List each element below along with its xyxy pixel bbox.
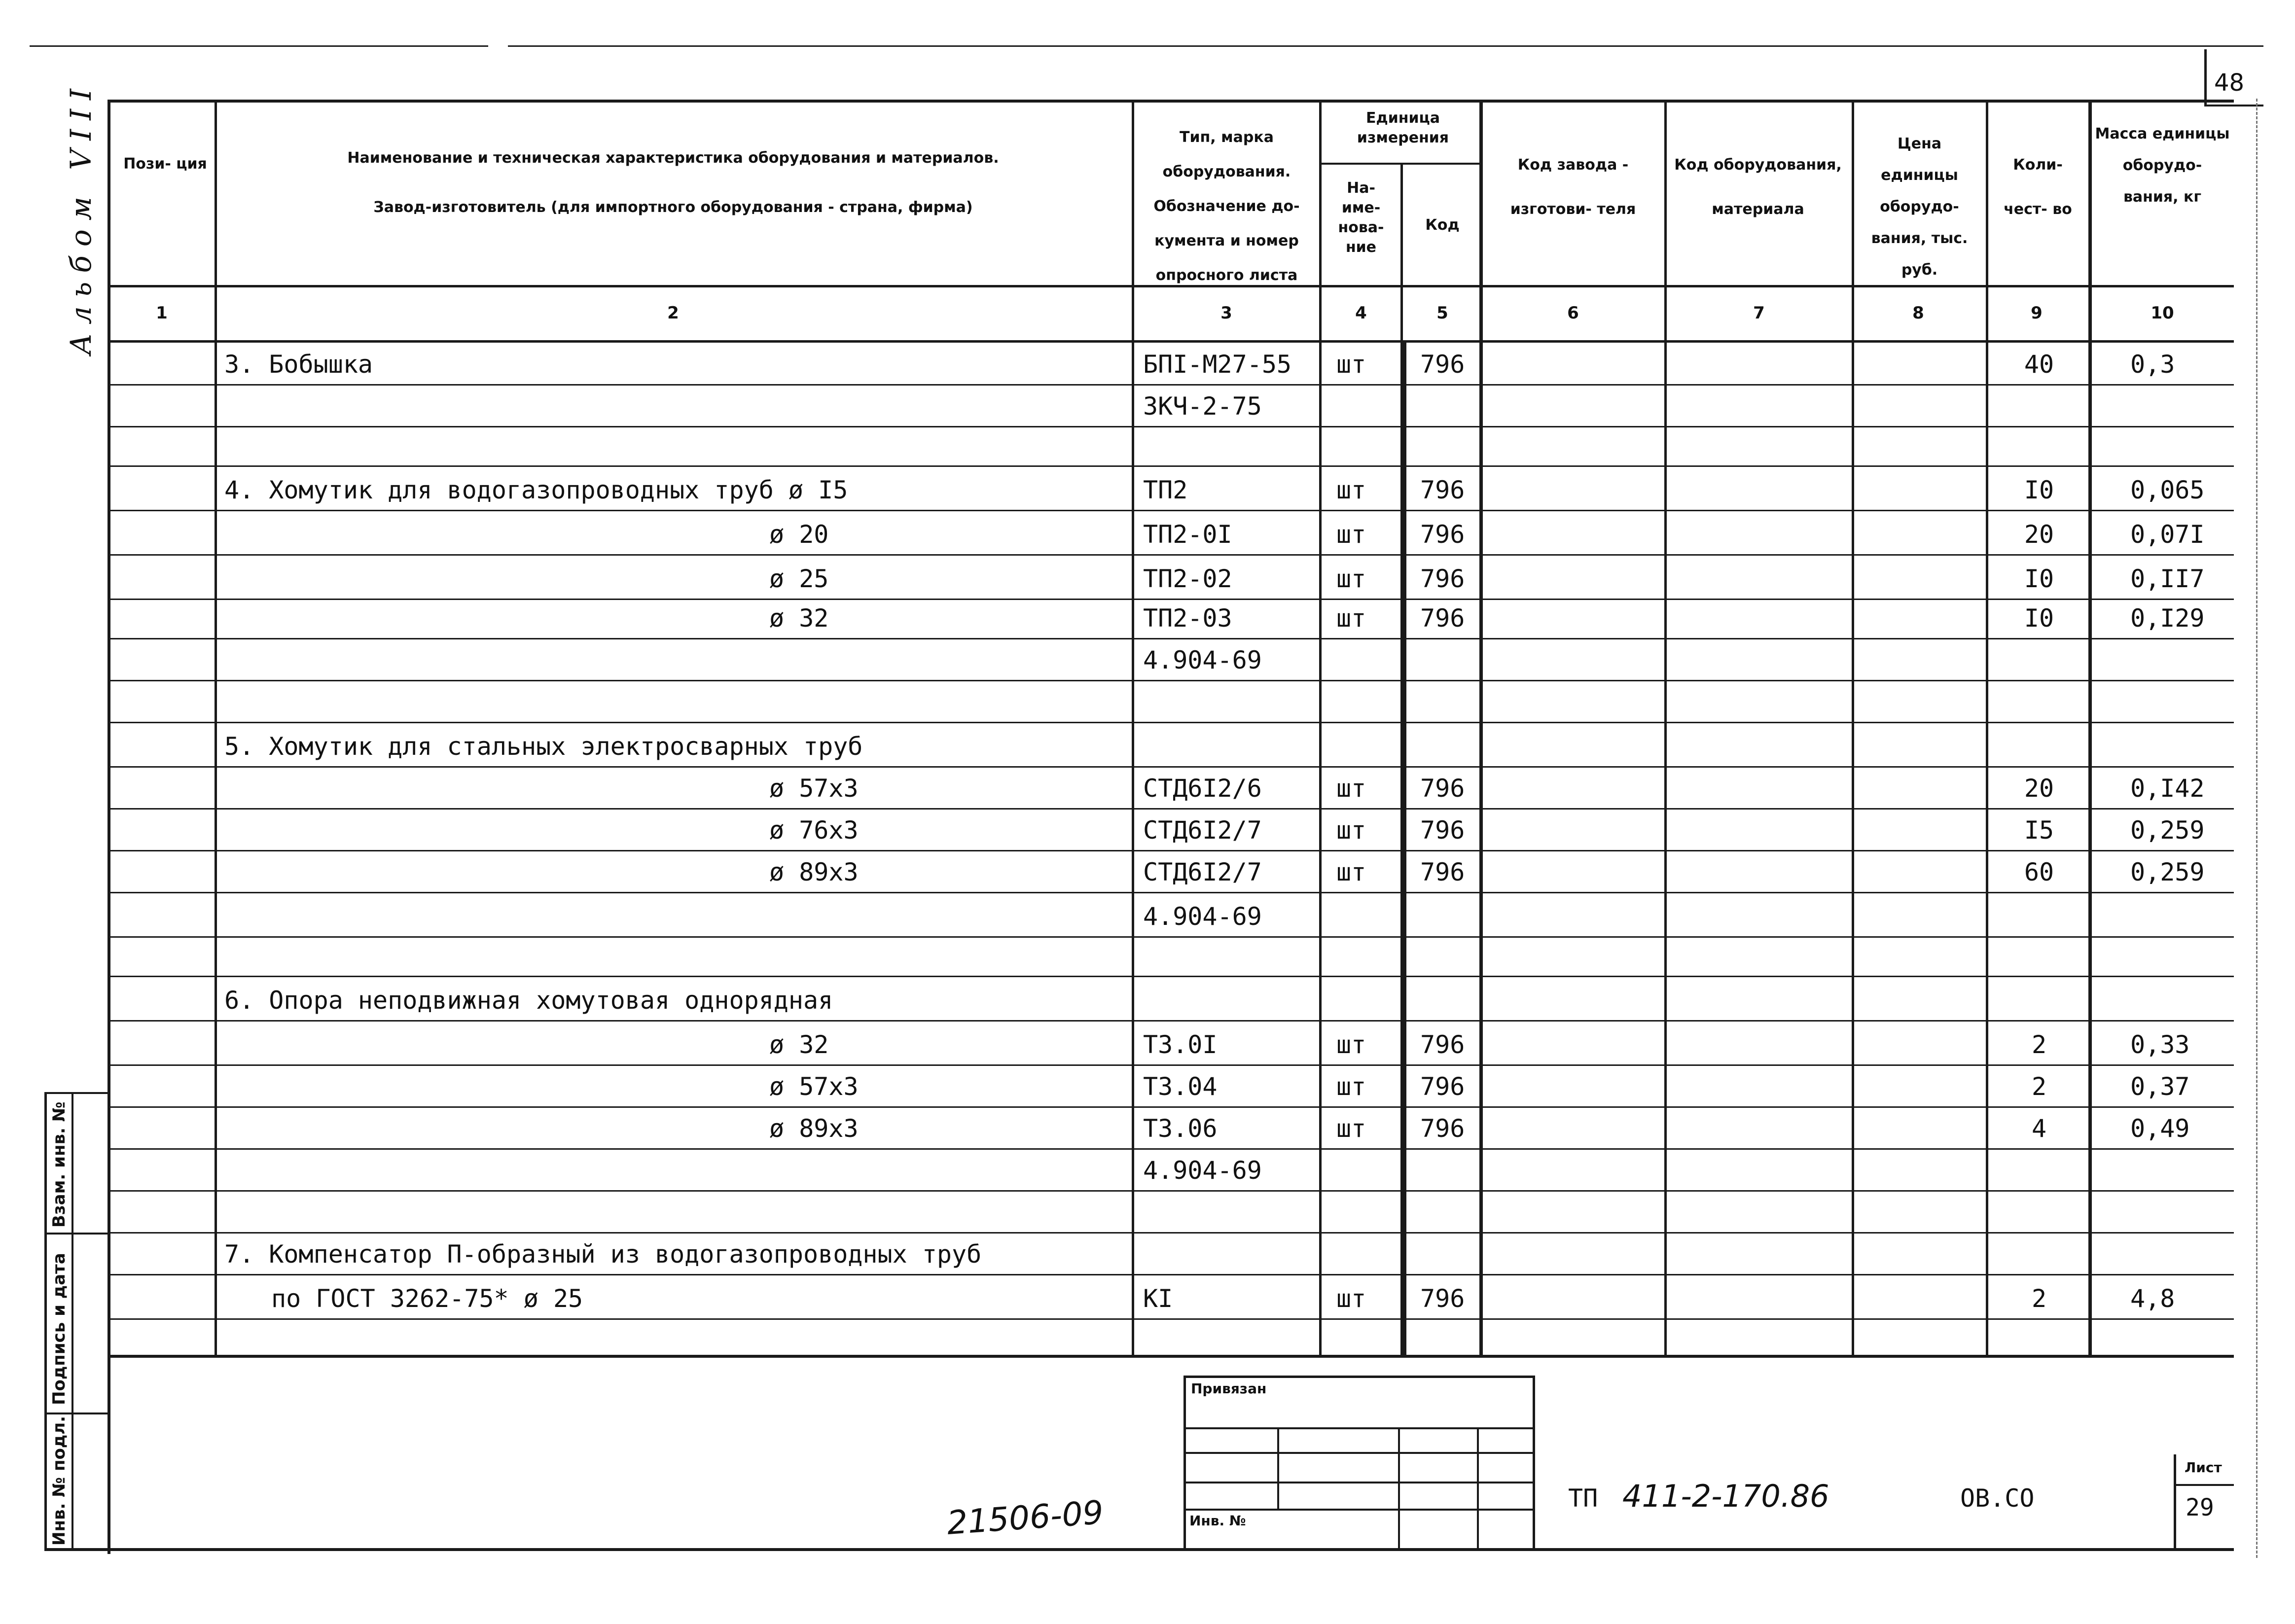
row-name: 3. Бобышка [224, 350, 373, 379]
header-factory-code: Код завода - изготови- теля [1510, 156, 1636, 218]
row-quantity: 60 [2024, 858, 2054, 886]
row-name: 6. Опора неподвижная хомутовая однорядная [224, 986, 833, 1015]
row-unit: шт [1336, 1284, 1366, 1313]
privyazan-label: Привязан [1191, 1380, 1267, 1397]
row-name: ø 25 [769, 565, 829, 593]
row-name: 7. Компенсатор П-образный из водогазопроводных труб [224, 1240, 982, 1269]
row-unit: шт [1336, 774, 1366, 803]
album-label: Альбом VIII [64, 80, 98, 355]
row-mass: 4,8 [2130, 1284, 2175, 1313]
row-mass: 0,33 [2130, 1030, 2190, 1059]
row-name: ø 20 [769, 520, 829, 549]
column-number: 6 [1567, 303, 1579, 323]
row-unit: шт [1336, 1072, 1366, 1101]
row-quantity: 2 [2031, 1072, 2047, 1101]
row-code: 796 [1420, 1114, 1465, 1143]
row-code: 796 [1420, 520, 1465, 549]
row-unit: шт [1336, 604, 1366, 633]
row-unit: шт [1336, 520, 1366, 549]
row-type: СТД6I2/6 [1143, 774, 1262, 803]
row-unit: шт [1336, 816, 1366, 845]
page-number: 48 [2214, 69, 2245, 97]
row-type: ТП2-03 [1143, 604, 1232, 633]
row-quantity: 2 [2031, 1030, 2047, 1059]
column-number: 8 [1912, 303, 1924, 323]
row-name: 5. Хомутик для стальных электросварных труб [224, 732, 863, 761]
row-mass: 0,49 [2130, 1114, 2190, 1143]
row-name: ø 32 [769, 604, 829, 633]
row-type: Т3.0I [1143, 1030, 1218, 1059]
row-mass: 0,II7 [2130, 565, 2205, 593]
row-code: 796 [1420, 774, 1465, 803]
column-number: 1 [156, 303, 168, 323]
row-unit: шт [1336, 565, 1366, 593]
row-type: 4.904-69 [1143, 1156, 1262, 1185]
row-quantity: I0 [2024, 604, 2054, 633]
signature-date-label: Подпись и дата [49, 1253, 69, 1405]
header-name-line2: Завод-изготовитель (для импортного оборудования - страна, фирма) [373, 199, 973, 216]
row-type: ТП2 [1143, 476, 1188, 504]
row-code: 796 [1420, 604, 1465, 633]
row-type: Т3.06 [1143, 1114, 1218, 1143]
row-type: КI [1143, 1284, 1173, 1313]
header-mass: Масса единицы оборудо- вания, кг [2095, 125, 2230, 206]
row-mass: 0,I42 [2130, 774, 2205, 803]
column-number: 3 [1220, 303, 1232, 323]
header-type: Тип, марка оборудования. Обозначение до- кумента и номер опросного листа [1153, 129, 1300, 284]
row-quantity: 20 [2024, 774, 2054, 803]
section-code: ОВ.СО [1960, 1484, 2035, 1513]
header-name-line1: Наименование и техническая характеристика оборудования и материалов. [347, 149, 999, 167]
row-code: 796 [1420, 350, 1465, 379]
row-mass: 0,07I [2130, 520, 2205, 549]
row-name: ø 32 [769, 1030, 829, 1059]
column-number: 2 [667, 303, 679, 323]
row-type: Т3.04 [1143, 1072, 1218, 1101]
inv-no-label: Инв. № [1189, 1513, 1246, 1529]
row-code: 796 [1420, 1072, 1465, 1101]
row-unit: шт [1336, 858, 1366, 886]
column-number: 5 [1436, 303, 1448, 323]
row-name: 4. Хомутик для водогазопроводных труб ø I5 [224, 476, 848, 504]
row-name: ø 57x3 [769, 774, 859, 803]
row-quantity: I0 [2024, 476, 2054, 504]
replace-inv-label: Взам. инв. № [49, 1101, 69, 1228]
row-type: 4.904-69 [1143, 902, 1262, 931]
row-unit: шт [1336, 1114, 1366, 1143]
row-type: ТП2-02 [1143, 565, 1232, 593]
row-mass: 0,37 [2130, 1072, 2190, 1101]
row-quantity: 20 [2024, 520, 2054, 549]
column-number: 9 [2031, 303, 2043, 323]
row-type: СТД6I2/7 [1143, 816, 1262, 845]
header-price: Цена единицы оборудо- вания, тыс. руб. [1871, 135, 1968, 279]
header-unit-name: На- име- нова- ние [1338, 179, 1384, 256]
row-mass: 0,259 [2130, 858, 2205, 886]
row-quantity: 4 [2031, 1114, 2047, 1143]
row-mass: 0,259 [2130, 816, 2205, 845]
row-name: ø 89x3 [769, 858, 859, 886]
header-equipment-code: Код оборудования, материала [1674, 156, 1842, 218]
original-inv-label: Инв. № подл. [49, 1415, 69, 1546]
row-quantity: 2 [2031, 1284, 2047, 1313]
header-unit-code: Код [1425, 216, 1460, 234]
row-code: 796 [1420, 1284, 1465, 1313]
column-number: 4 [1355, 303, 1367, 323]
row-type: ЗКЧ-2-75 [1143, 392, 1262, 421]
sheet-label: Лист [2185, 1459, 2222, 1476]
sheet-number: 29 [2186, 1494, 2214, 1521]
row-quantity: I0 [2024, 565, 2054, 593]
doc-prefix: ТП [1568, 1484, 1598, 1513]
handwritten-number: 21506-09 [945, 1493, 1105, 1542]
row-quantity: I5 [2024, 816, 2054, 845]
row-code: 796 [1420, 858, 1465, 886]
row-mass: 0,3 [2130, 350, 2175, 379]
row-mass: 0,065 [2130, 476, 2205, 504]
row-code: 796 [1420, 476, 1465, 504]
row-name: ø 89x3 [769, 1114, 859, 1143]
row-mass: 0,I29 [2130, 604, 2205, 633]
row-type: 4.904-69 [1143, 646, 1262, 674]
row-code: 796 [1420, 565, 1465, 593]
row-unit: шт [1336, 350, 1366, 379]
row-name: ø 57x3 [769, 1072, 859, 1101]
row-code: 796 [1420, 816, 1465, 845]
row-unit: шт [1336, 1030, 1366, 1059]
row-type: ТП2-0I [1143, 520, 1232, 549]
row-unit: шт [1336, 476, 1366, 504]
row-quantity: 40 [2024, 350, 2054, 379]
header-position: Пози- ция [123, 155, 207, 173]
column-number: 10 [2151, 303, 2174, 323]
header-unit: Единица измерения [1357, 109, 1449, 146]
header-quantity: Коли- чест- во [2004, 156, 2072, 218]
row-type: БПI-М27-55 [1143, 350, 1292, 379]
column-number: 7 [1753, 303, 1765, 323]
doc-code: 411-2-170.86 [1622, 1478, 1829, 1514]
row-name: по ГОСТ 3262-75* ø 25 [271, 1284, 583, 1313]
row-type: СТД6I2/7 [1143, 858, 1262, 886]
row-name: ø 76x3 [769, 816, 859, 845]
row-code: 796 [1420, 1030, 1465, 1059]
